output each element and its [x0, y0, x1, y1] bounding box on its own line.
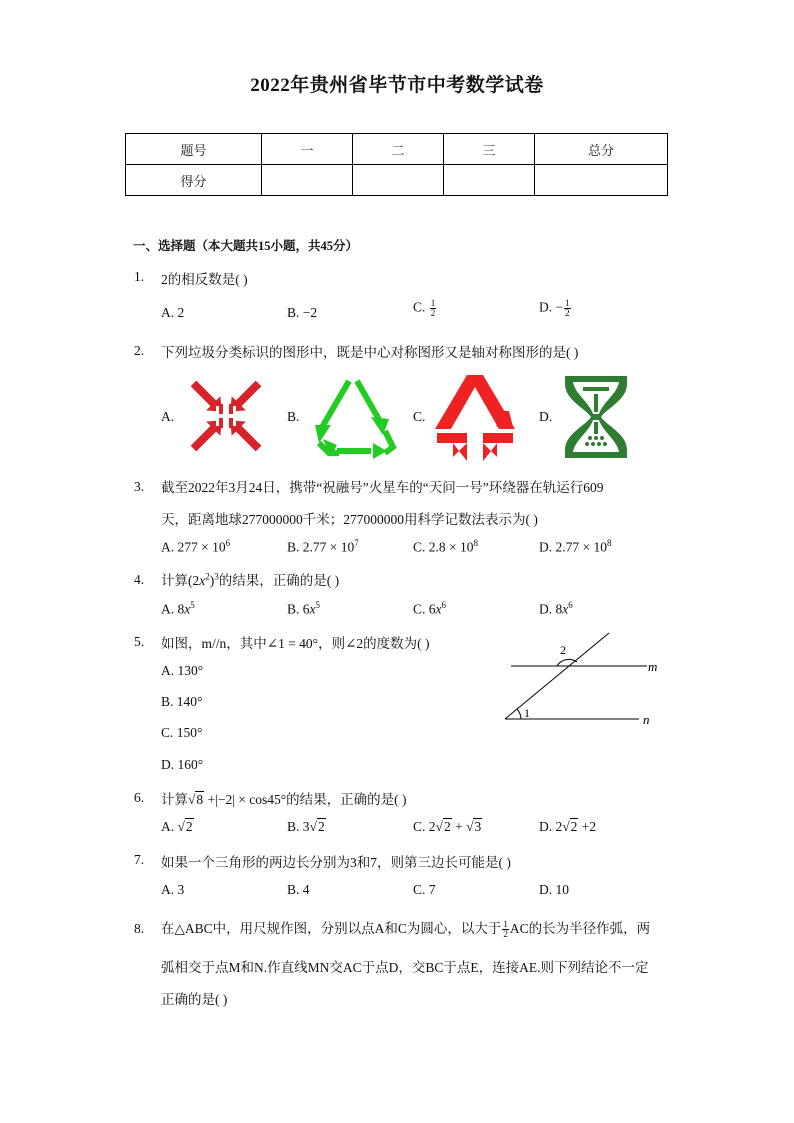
- question-stem: 如图，m//n，其中∠1 = 40°，则∠2的度数为( ): [161, 636, 430, 651]
- question-stem: 计算√8 +|−2| × cos45°的结果，正确的是( ): [161, 792, 407, 807]
- question-stem: 计算$(2x^2)^3$的结果，正确的是( ): [161, 571, 340, 588]
- option-d[interactable]: D. 10: [539, 882, 569, 897]
- page-title: 2022年贵州省毕节市中考数学试卷: [250, 75, 544, 96]
- question-number: 7.: [134, 852, 145, 867]
- table-cell: [262, 165, 353, 196]
- section-heading: 一、选择题（本大题共15小题，共45分）: [133, 239, 359, 253]
- question-stem: 下列垃圾分类标识的图形中，既是中心对称图形又是轴对称图形的是( ): [161, 345, 579, 360]
- table-cell: 得分: [126, 165, 262, 196]
- option-d[interactable]: [539, 299, 572, 318]
- option-b[interactable]: B. 140°: [161, 694, 203, 709]
- option-b[interactable]: B. −2: [287, 305, 318, 320]
- score-table: [125, 133, 668, 196]
- option-d[interactable]: D. $2.77 \times 10^8$: [539, 538, 612, 555]
- fraction: $\frac{1}{2}$: [430, 298, 436, 318]
- option-d[interactable]: D. $8x^6$: [539, 600, 573, 617]
- option-b[interactable]: B. 4: [287, 882, 310, 897]
- parallel-lines-figure: [495, 630, 670, 735]
- table-cell: [353, 165, 444, 196]
- question-number: 6.: [134, 790, 145, 805]
- question-stem-line: 弧相交于点M和N.作直线MN交AC于点D，交BC于点E，连接AE.则下列结论不一定: [161, 960, 649, 975]
- option-d[interactable]: D. 2√2 +2: [539, 819, 597, 834]
- label-angle-1: 1: [524, 706, 530, 720]
- option-c[interactable]: [413, 299, 437, 318]
- recycle-triangle-icon: [309, 373, 399, 459]
- table-row: [126, 134, 668, 165]
- option-label: D. −: [539, 299, 564, 315]
- table-cell: 二: [353, 134, 444, 165]
- question-stem-line: 截至2022年3月24日，携带“祝融号”火星车的“天问一号”环绕器在轨运行609: [161, 480, 604, 495]
- option-a[interactable]: A. √2: [161, 819, 193, 834]
- option-c[interactable]: C. $6x^6$: [413, 600, 447, 617]
- option-label: C.: [413, 299, 426, 315]
- question-number: 1.: [134, 269, 145, 284]
- question-stem-line: 正确的是( ): [161, 992, 228, 1007]
- cross-arrows-icon: [183, 373, 269, 459]
- option-c[interactable]: C. $2.8 \times 10^8$: [413, 538, 478, 555]
- option-b[interactable]: B.: [287, 409, 300, 424]
- table-cell: [444, 165, 535, 196]
- option-a[interactable]: A.: [161, 409, 175, 424]
- option-b[interactable]: B. $6x^5$: [287, 600, 321, 617]
- question-stem: 如果一个三角形的两边长分别为3和7，则第三边长可能是( ): [161, 855, 511, 870]
- option-c[interactable]: C. 2√2 + √3: [413, 819, 482, 834]
- question-number: 8.: [134, 921, 145, 936]
- option-b[interactable]: B. 3√2: [287, 819, 325, 834]
- option-d[interactable]: D. 160°: [161, 757, 204, 772]
- table-row: [126, 165, 668, 196]
- option-d[interactable]: D.: [539, 409, 553, 424]
- hourglass-icon: [563, 374, 629, 460]
- option-c[interactable]: C. 150°: [161, 725, 203, 740]
- label-m: m: [648, 659, 658, 674]
- question-stem: 2的相反数是( ): [161, 272, 248, 287]
- option-a[interactable]: A. $8x^5$: [161, 600, 195, 617]
- question-number: 2.: [134, 343, 145, 358]
- table-cell: 三: [444, 134, 535, 165]
- table-cell: 一: [262, 134, 353, 165]
- option-a[interactable]: A. $277 \times 10^6$: [161, 538, 231, 555]
- option-b[interactable]: B. $2.77 \times 10^7$: [287, 538, 359, 555]
- table-cell: [535, 165, 668, 196]
- question-number: 5.: [134, 634, 145, 649]
- option-a[interactable]: A. 3: [161, 882, 185, 897]
- question-number: 4.: [134, 572, 145, 587]
- table-cell: 总分: [535, 134, 668, 165]
- option-a[interactable]: A. 130°: [161, 663, 204, 678]
- question-stem-line: 天，距离地球277000000千米；277000000用科学记数法表示为( ): [161, 512, 538, 527]
- fraction: $\frac{1}{2}$: [565, 298, 570, 318]
- red-recycle-icon: [433, 371, 517, 461]
- option-a[interactable]: A. 2: [161, 305, 185, 320]
- fraction: $\frac{1}{2}$: [503, 919, 508, 940]
- table-cell: 题号: [126, 134, 262, 165]
- option-c[interactable]: C.: [413, 409, 426, 424]
- option-c[interactable]: C. 7: [413, 882, 436, 897]
- label-angle-2: 2: [560, 643, 566, 657]
- question-number: 3.: [134, 479, 145, 494]
- question-stem-line: 在△ABC中，用尺规作图，分别以点A和C为圆心，以大于 $\frac{1}{2}$ AC的长为半径作弧，两: [161, 919, 651, 940]
- label-n: n: [643, 712, 650, 727]
